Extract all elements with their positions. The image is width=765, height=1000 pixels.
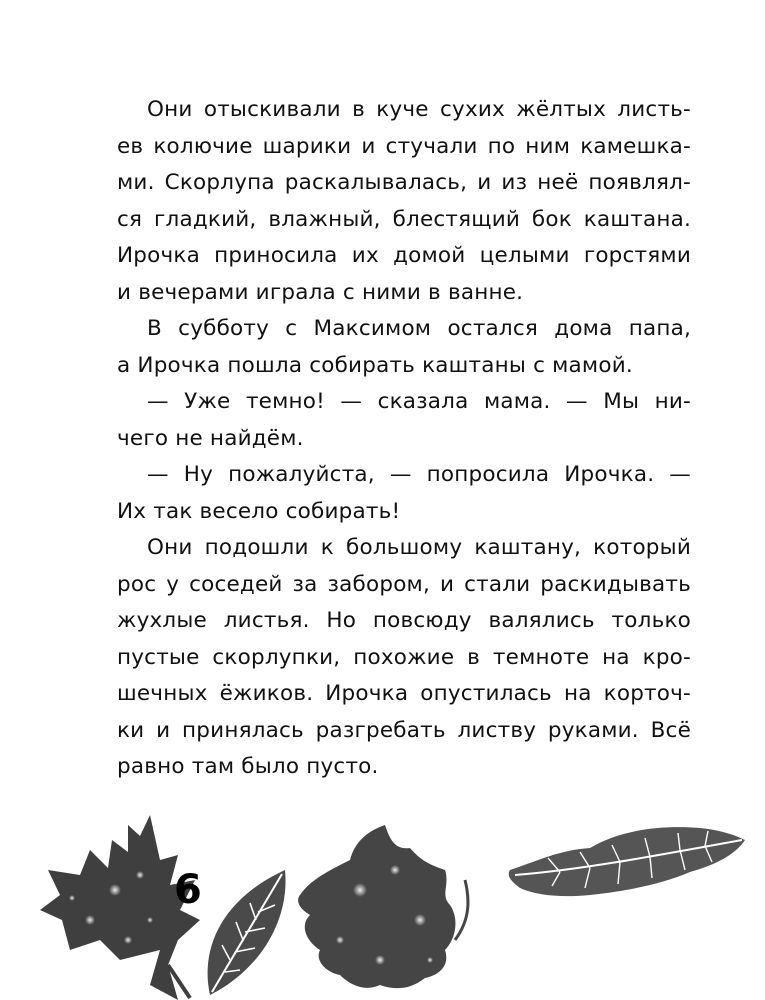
- story-text: [117, 92, 691, 786]
- oak-leaf-icon: [298, 825, 468, 988]
- text-line: Они подошли к большому каштану, который: [147, 535, 691, 560]
- text-line: ев колючие шарики и стучали по ним камешка-: [117, 133, 691, 159]
- page-number: 6: [174, 867, 202, 913]
- text-line: В субботу с Максимом остался дома папа,: [147, 316, 691, 341]
- small-leaf-icon: [208, 870, 286, 995]
- text-line: а Ирочка пошла собирать каштаны с мамой.: [117, 352, 633, 378]
- text-line: равно там было пусто.: [117, 754, 379, 779]
- text-line: пустые скорлупки, похожие в темноте на кро-: [117, 644, 691, 670]
- text-line: Их так весело собирать!: [117, 498, 401, 524]
- text-line: шечных ёжиков. Ирочка опустилась на корточ-: [117, 681, 691, 706]
- text-line: Они отыскивали в куче сухих жёлтых листь-: [147, 97, 691, 122]
- leaf-decoration: [0, 800, 765, 1000]
- paragraph-1: [117, 92, 691, 311]
- text-line: — Уже темно! — сказала мама. — Мы ни-: [147, 389, 691, 414]
- paragraph-3: [117, 384, 691, 457]
- text-line: — Ну пожалуйста, — попросила Ирочка. —: [147, 462, 691, 487]
- text-line: ся гладкий, влажный, блестящий бок каштана.: [117, 206, 691, 232]
- text-line: чего не найдём.: [117, 425, 304, 451]
- text-line: ми. Скорлупа раскалывалась, и из неё появлял-: [117, 170, 691, 195]
- text-line: жухлые листья. Но повсюду валялись только: [117, 608, 691, 633]
- text-line: Ирочка приносила их домой целыми горстями: [117, 243, 691, 268]
- paragraph-5: [117, 530, 691, 786]
- text-line: ки и принялась разгребать листву руками. Всё: [117, 717, 691, 743]
- feather-leaf-icon: [509, 827, 745, 896]
- paragraph-2: [117, 311, 691, 384]
- paragraph-4: [117, 457, 691, 530]
- text-line: рос у соседей за забором, и стали раскидывать: [117, 571, 691, 597]
- text-line: и вечерами играла с ними в ванне.: [117, 279, 524, 305]
